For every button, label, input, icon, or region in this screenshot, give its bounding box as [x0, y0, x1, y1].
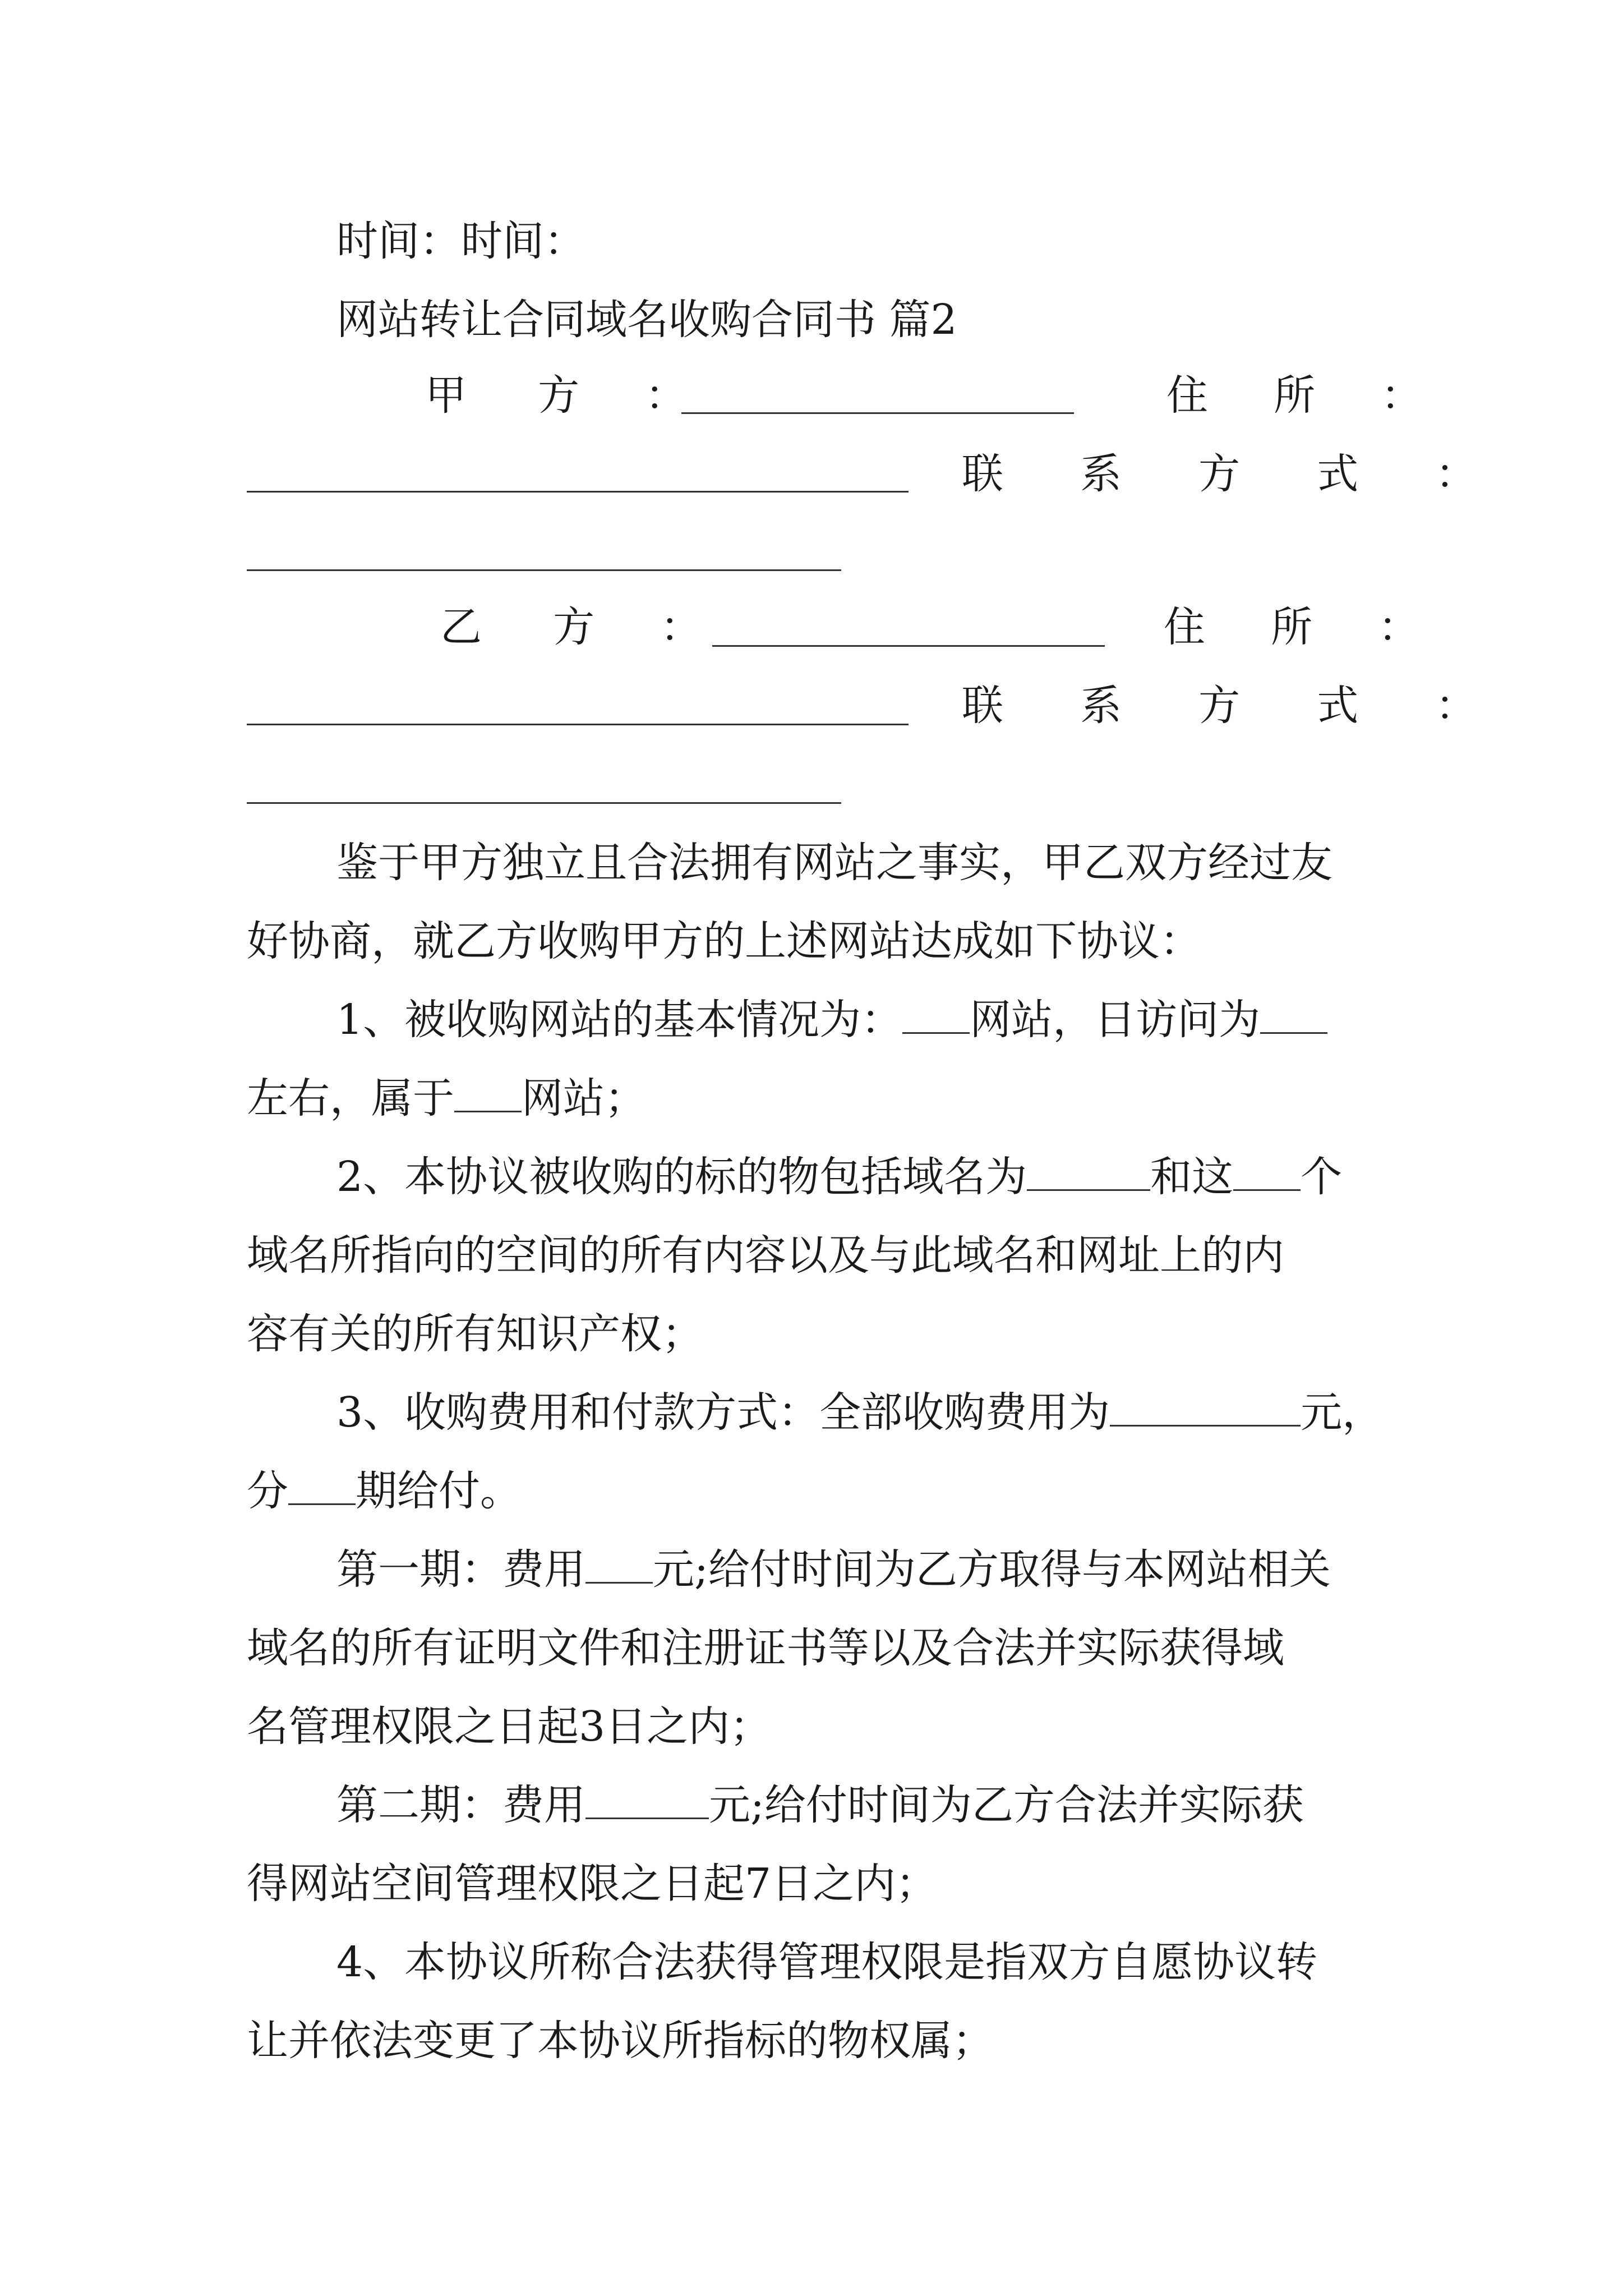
item2-line-2: 域名所指向的空间的所有内容以及与此域名和网址上的内 — [247, 1231, 1284, 1280]
phase1-blank — [585, 1548, 653, 1584]
phase2-line-1: 第二期：费用 元;给付时间为乙方合法并实际获 — [336, 1781, 1304, 1829]
item2-blank-1 — [1027, 1156, 1150, 1191]
party-a-label: 甲 方 ： — [425, 371, 687, 420]
item2-blank-2 — [1233, 1156, 1301, 1191]
item1-blank-3 — [454, 1077, 522, 1112]
party-a-contact-blank — [247, 569, 841, 571]
party-b-contact-label: 联 系 方 式 ： — [962, 682, 1477, 730]
item1-blank-2 — [1260, 999, 1327, 1034]
phase1-line-1: 第一期：费用 元;给付时间为乙方取得与本网站相关 — [336, 1545, 1331, 1594]
item1-line-1: 1、被收购网站的基本情况为： 网站，日访问为 — [336, 992, 1327, 1048]
phase2-blank — [585, 1784, 709, 1819]
party-b-label: 乙 方 ： — [440, 603, 702, 651]
item1-line-2: 左右，属于 网站； — [247, 1074, 646, 1122]
party-a-address-label: 住 所 ： — [1166, 371, 1423, 420]
item3-line-1: 3、收购费用和付款方式：全部收购费用为 元， — [336, 1388, 1384, 1437]
party-b-name-blank — [712, 645, 1105, 647]
item3-blank-1 — [1110, 1391, 1301, 1427]
time-line: 时间：时间： — [336, 217, 585, 265]
party-b-contact-blank — [247, 802, 841, 804]
item4-line-2: 让并依法变更了本协议所指标的物权属； — [247, 2017, 994, 2065]
item3-line-2: 分 期给付。 — [247, 1467, 522, 1515]
party-a-address-blank — [247, 491, 909, 493]
document-heading: 网站转让合同域名收购合同书 篇2 — [336, 296, 957, 344]
item2-line-3: 容有关的所有知识产权； — [247, 1310, 703, 1358]
phase1-line-3: 名管理权限之日起3日之内； — [247, 1703, 772, 1751]
item2-line-1: 2、本协议被收购的标的物包括域名为 和这 个 — [336, 1153, 1343, 1201]
item3-blank-2 — [288, 1470, 356, 1505]
intro-line-1: 鉴于甲方独立且合法拥有网站之事实，甲乙双方经过友 — [336, 839, 1332, 887]
party-b-address-blank — [247, 724, 909, 725]
item1-blank-1 — [902, 999, 970, 1034]
item4-line-1: 4、本协议所称合法获得管理权限是指双方自愿协议转 — [336, 1938, 1318, 1986]
party-a-contact-label: 联 系 方 式 ： — [962, 450, 1477, 498]
party-a-name-blank — [681, 412, 1074, 414]
phase2-line-2: 得网站空间管理权限之日起7日之内； — [247, 1860, 938, 1908]
party-b-address-label: 住 所 ： — [1164, 603, 1420, 651]
intro-line-2: 好协商，就乙方收购甲方的上述网站达成如下协议： — [247, 917, 1201, 965]
phase1-line-2: 域名的所有证明文件和注册证书等以及合法并实际获得域 — [247, 1624, 1284, 1672]
